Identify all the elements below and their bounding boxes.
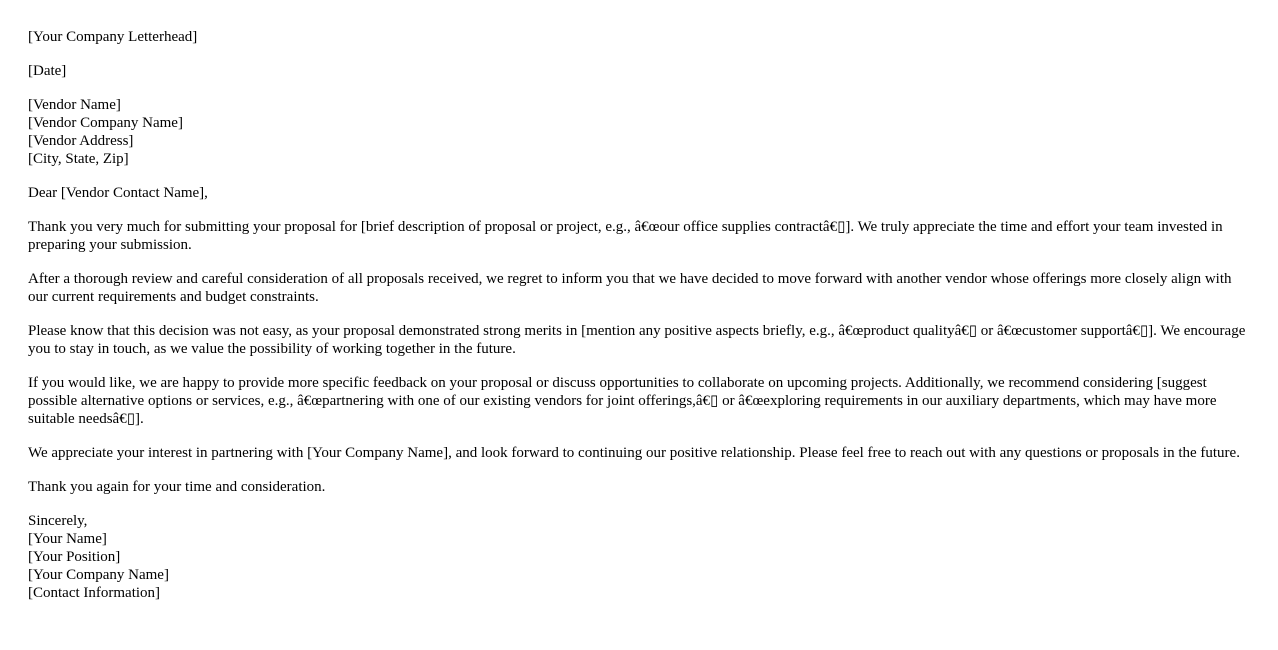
signature-block [28,512,1250,602]
paragraph-4 [28,374,1250,428]
recipient-address [28,96,1250,168]
paragraph-text: After a thorough review and careful consideration of all proposals received, we regret to inform you that we have decided to move forward with another vendor whose offerings more closely align with our current requirements and budget constraints. [28,271,1232,305]
paragraph-text: Thank you again for your time and consideration. [28,479,326,495]
paragraph-3 [28,322,1250,358]
signer-company-name: [Your Company Name] [28,567,169,583]
paragraph-text: Please know that this decision was not easy, as your proposal demonstrated strong merits in [mention any positive aspects briefly, e.g., â€œproduct qualityâ€▯ or â€œcustomer supportâ€▯]. We encourage you to stay in touch, as we value the possibility of working together in the future. [28,323,1246,357]
vendor-name: [Vendor Name] [28,97,121,113]
letterhead-block [28,28,1250,46]
date-block [28,62,1250,80]
date: [Date] [28,63,67,79]
vendor-city-state-zip: [City, State, Zip] [28,151,129,167]
salutation-block [28,184,1250,202]
valediction: Sincerely, [28,513,88,529]
paragraph-text: If you would like, we are happy to provide more specific feedback on your proposal or discuss opportunities to collaborate on upcoming projects. Additionally, we recommend considering [suggest possible alternative options or services, e.g., â€œpartnering with one of our existing vendors for joint offerings,â€▯ or â€œexploring requirements in our auxiliary departments, which may have more suitable needsâ€▯]. [28,375,1217,427]
paragraph-2 [28,270,1250,306]
salutation: Dear [Vendor Contact Name], [28,185,208,201]
paragraph-1 [28,218,1250,254]
signer-contact-information: [Contact Information] [28,585,161,601]
paragraph-text: Thank you very much for submitting your proposal for [brief description of proposal or project, e.g., â€œour office supplies contractâ€▯]. We truly appreciate the time and effort your team invested in preparing your submission. [28,219,1223,253]
vendor-company-name: [Vendor Company Name] [28,115,183,131]
paragraph-5 [28,444,1250,462]
letterhead: [Your Company Letterhead] [28,29,198,45]
signer-position: [Your Position] [28,549,121,565]
paragraph-text: We appreciate your interest in partnering with [Your Company Name], and look forward to continuing our positive relationship. Please feel free to reach out with any questions or proposals in the future. [28,445,1240,461]
vendor-address: [Vendor Address] [28,133,134,149]
paragraph-6 [28,478,1250,496]
letter-body [28,28,1250,618]
signer-name: [Your Name] [28,531,107,547]
